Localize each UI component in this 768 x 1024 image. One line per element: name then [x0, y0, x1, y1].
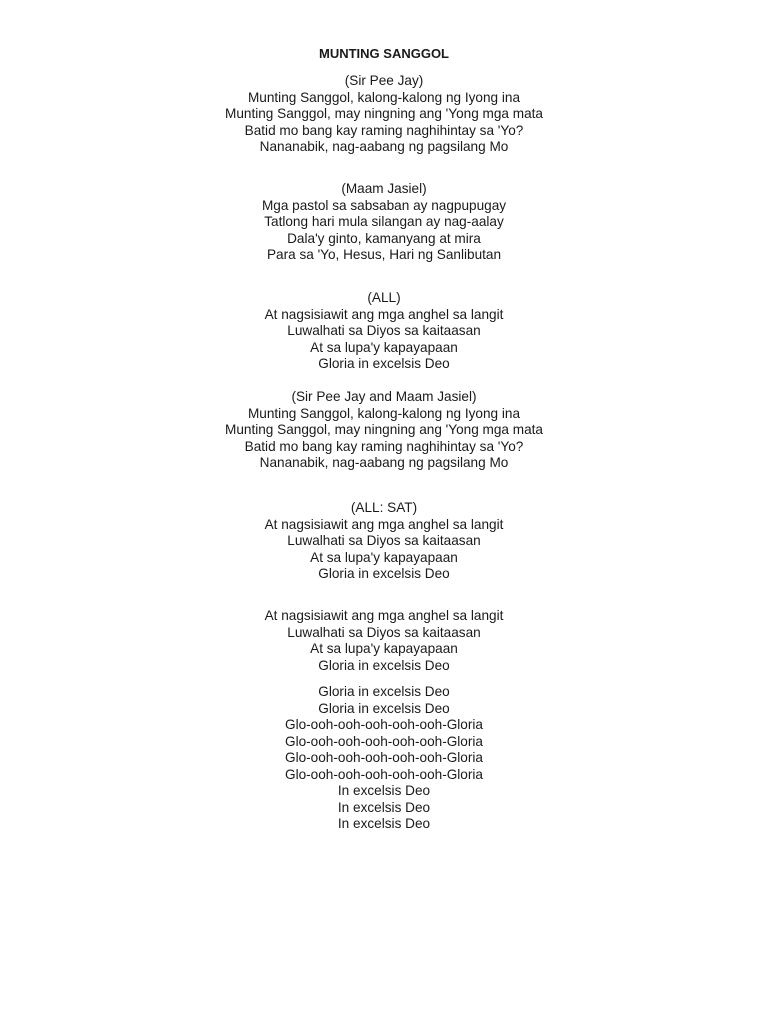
lyric-line: Gloria in excelsis Deo [318, 684, 450, 699]
lyric-line: Gloria in excelsis Deo [318, 657, 450, 673]
stanza-label: (Sir Pee Jay) [344, 73, 424, 88]
stanza-maam-jasiel [0, 181, 768, 264]
lyric-line: Gloria in excelsis Deo [318, 566, 450, 581]
stanza-all [0, 290, 768, 373]
lyric-line: Para sa 'Yo, Hesus, Hari ng Sanlibutan [266, 247, 502, 262]
lyric-line: Gloria in excelsis Deo [318, 356, 450, 371]
lyric-line: Luwalhati sa Diyos sa kaitaasan [287, 533, 481, 548]
stanza-label: (ALL: SAT) [350, 500, 418, 515]
stanza-refrain [0, 608, 768, 674]
lyric-line: At sa lupa'y kapayapaan [310, 549, 458, 565]
lyric-line: Luwalhati sa Diyos sa kaitaasan [287, 624, 481, 640]
stanza-label: (Sir Pee Jay and Maam Jasiel) [291, 389, 477, 404]
lyric-line: In excelsis Deo [337, 816, 431, 831]
lyric-line: Gloria in excelsis Deo [318, 700, 450, 716]
song-title: MUNTING SANGGOL [319, 46, 449, 61]
lyric-line: At nagsisiawit ang mga anghel sa langit [264, 608, 504, 623]
lyric-line: Dala'y ginto, kamanyang at mira [287, 230, 481, 246]
lyric-line: Glo-ooh-ooh-ooh-ooh-ooh-Gloria [285, 733, 483, 749]
lyric-line: At sa lupa'y kapayapaan [310, 339, 458, 355]
lyric-line: Munting Sanggol, may ningning ang 'Yong mga mata [225, 422, 543, 437]
lyric-line: Munting Sanggol, may ningning ang 'Yong mga mata [225, 106, 543, 121]
stanza-coda [0, 684, 768, 833]
lyric-line: Glo-ooh-ooh-ooh-ooh-ooh-Gloria [285, 750, 483, 765]
lyric-line: Glo-ooh-ooh-ooh-ooh-ooh-Gloria [285, 717, 483, 732]
lyric-line: Nananabik, nag-aabang ng pagsilang Mo [259, 139, 509, 154]
lyric-line: In excelsis Deo [337, 783, 431, 798]
lyric-line: At nagsisiawit ang mga anghel sa langit [264, 306, 504, 322]
lyric-line: Batid mo bang kay raming naghihintay sa 'Yo? [244, 122, 524, 138]
lyric-line: Munting Sanggol, kalong-kalong ng Iyong ina [247, 405, 521, 421]
lyric-line: At nagsisiawit ang mga anghel sa langit [264, 516, 504, 532]
stanza-label: (Maam Jasiel) [341, 181, 427, 196]
stanza-label: (ALL) [367, 290, 401, 305]
lyric-line: At sa lupa'y kapayapaan [310, 641, 458, 656]
stanza-duet [0, 389, 768, 472]
stanza-sir-pee-jay [0, 73, 768, 156]
lyric-line: In excelsis Deo [337, 799, 431, 815]
lyric-line: Luwalhati sa Diyos sa kaitaasan [287, 323, 481, 338]
lyric-line: Tatlong hari mula silangan ay nag-aalay [264, 214, 504, 229]
lyric-line: Munting Sanggol, kalong-kalong ng Iyong ina [247, 89, 521, 105]
lyric-line: Nananabik, nag-aabang ng pagsilang Mo [259, 455, 509, 470]
lyric-line: Batid mo bang kay raming naghihintay sa 'Yo? [244, 438, 524, 454]
lyric-line: Glo-ooh-ooh-ooh-ooh-ooh-Gloria [285, 766, 483, 782]
stanza-all-sat [0, 500, 768, 583]
lyric-line: Mga pastol sa sabsaban ay nagpupugay [261, 197, 507, 213]
